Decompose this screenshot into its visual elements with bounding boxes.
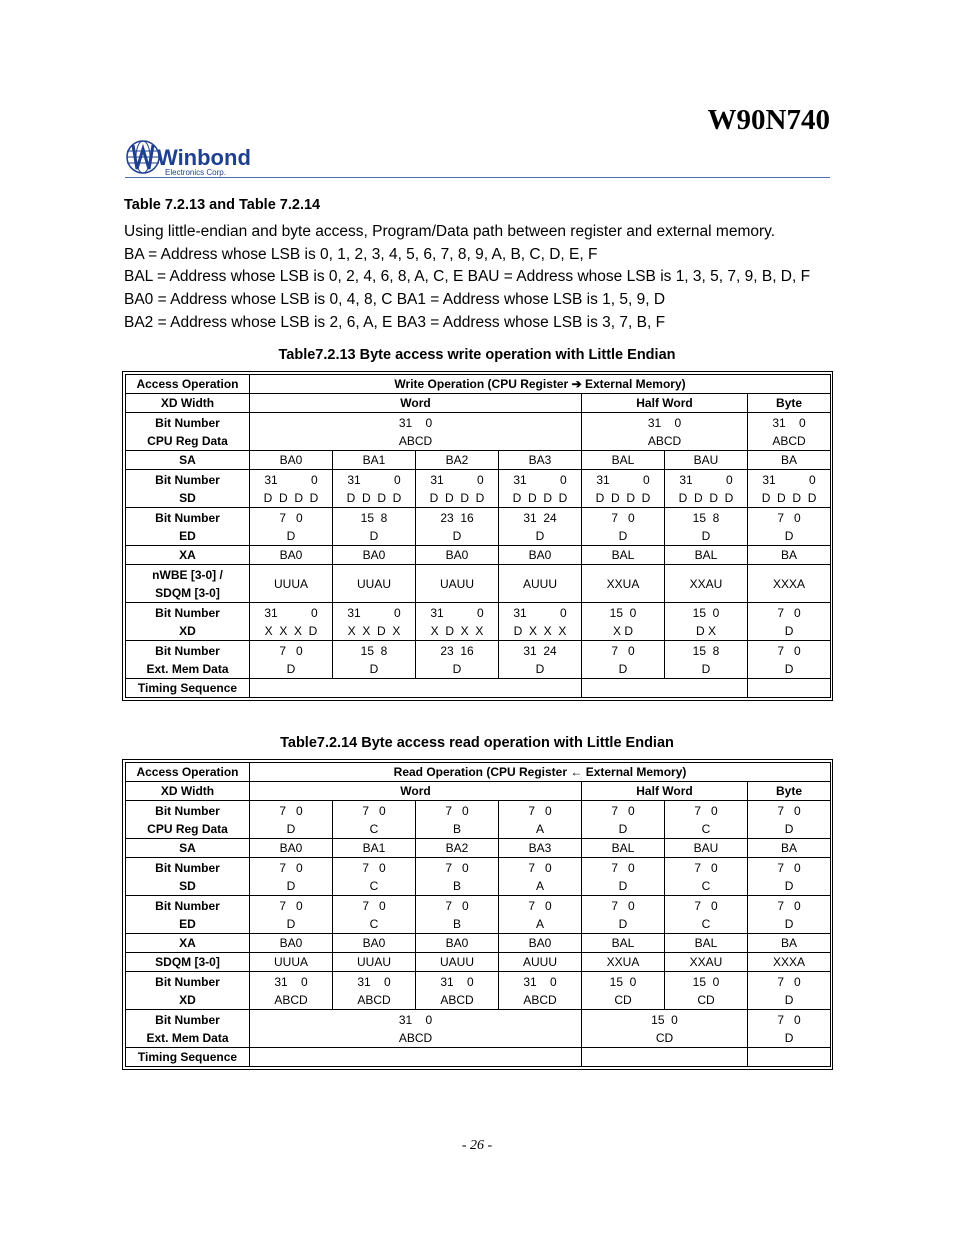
table-cell: BA xyxy=(748,839,831,858)
table-cell: 31 0 ABCD xyxy=(499,972,582,1010)
table-cell: 7 0 C xyxy=(333,896,416,934)
row-label: Bit Number XD xyxy=(126,972,250,1010)
table-cell: 31 0 X X D X xyxy=(333,603,416,641)
table-cell: 31 0 X X X D xyxy=(250,603,333,641)
table-cell: 7 0 D xyxy=(748,972,831,1010)
table-row xyxy=(126,839,831,858)
table-row xyxy=(126,896,831,934)
table-cell: XXAU xyxy=(665,953,748,972)
row-label: Bit Number Ext. Mem Data xyxy=(126,641,250,679)
row-label: Bit Number SD xyxy=(126,858,250,896)
table-cell: 7 0 A xyxy=(499,896,582,934)
table-cell: BA1 xyxy=(333,839,416,858)
row-label: Bit Number CPU Reg Data xyxy=(126,801,250,839)
access-operation-value: Write Operation (CPU Register ➔ External Memory) xyxy=(250,375,831,394)
table-cell: 7 0 D xyxy=(582,508,665,546)
half-word-header: Half Word xyxy=(582,782,748,801)
table-cell xyxy=(250,679,582,698)
table-cell: BA0 xyxy=(333,934,416,953)
table-cell: 7 0 D xyxy=(250,801,333,839)
table-7-2-14-caption: Table7.2.14 Byte access read operation with Little Endian xyxy=(280,735,674,751)
table-cell: UUAU xyxy=(333,953,416,972)
table-row xyxy=(126,763,831,782)
row-label: SDQM [3-0] xyxy=(126,953,250,972)
table-cell: 7 0 C xyxy=(665,896,748,934)
table-cell: BA0 xyxy=(250,839,333,858)
table-cell: 7 0 D xyxy=(748,896,831,934)
table-row xyxy=(126,413,831,451)
table-cell: 7 0 C xyxy=(333,801,416,839)
table-7-2-13-caption: Table7.2.13 Byte access write operation with Little Endian xyxy=(278,347,676,363)
table-cell: 7 0 B xyxy=(416,896,499,934)
table-row xyxy=(126,451,831,470)
table-cell: 7 0 C xyxy=(665,858,748,896)
table-row xyxy=(126,953,831,972)
table-row xyxy=(126,858,831,896)
table-row xyxy=(126,641,831,679)
table-cell: 15 8 D xyxy=(333,641,416,679)
table-cell: 31 0 D D D D xyxy=(333,470,416,508)
table-cell: BA xyxy=(748,934,831,953)
access-operation-label: Access Operation xyxy=(126,375,250,394)
xd-width-label: XD Width xyxy=(126,782,250,801)
table-cell: 31 0 D D D D xyxy=(250,470,333,508)
row-label: Bit Number CPU Reg Data xyxy=(126,413,250,451)
table-cell: BA0 xyxy=(499,934,582,953)
table-cell: UAUU xyxy=(416,565,499,603)
table-cell: XXXA xyxy=(748,565,831,603)
table-row xyxy=(126,603,831,641)
table-cell: BA0 xyxy=(250,451,333,470)
table-cell: 7 0 D xyxy=(250,641,333,679)
header-rule xyxy=(125,177,830,178)
table-cell: 15 8 D xyxy=(333,508,416,546)
table-cell: XXXA xyxy=(748,953,831,972)
word-header: Word xyxy=(250,394,582,413)
table-cell: BAL xyxy=(582,546,665,565)
table-cell: 7 0 D xyxy=(582,801,665,839)
table-cell: 7 0 D xyxy=(748,641,831,679)
table-cell: 31 0 D D D D xyxy=(582,470,665,508)
table-cell: BAL xyxy=(665,546,748,565)
table-cell: 7 0 D xyxy=(582,858,665,896)
table-cell: 7 0 D xyxy=(582,641,665,679)
table-cell: BA0 xyxy=(499,546,582,565)
table-cell: 7 0 D xyxy=(748,508,831,546)
row-label: Bit Number ED xyxy=(126,896,250,934)
row-label: XA xyxy=(126,546,250,565)
access-operation-value: Read Operation (CPU Register ← External Memory) xyxy=(250,763,831,782)
table-cell xyxy=(582,679,748,698)
section-heading: Table 7.2.13 and Table 7.2.14 xyxy=(124,197,321,213)
table-cell: XXUA xyxy=(582,565,665,603)
table-cell: 31 0 ABCD xyxy=(416,972,499,1010)
table-cell: BAL xyxy=(582,839,665,858)
table-cell: 7 0 C xyxy=(665,801,748,839)
row-label: Bit Number Ext. Mem Data xyxy=(126,1010,250,1048)
intro-line: Using little-endian and byte access, Program/Data path between register and external memory. xyxy=(124,223,776,240)
table-cell: 31 0 ABCD xyxy=(250,1010,582,1048)
table-7-2-14 xyxy=(122,759,833,1070)
ba2-ba3-definition: BA2 = Address whose LSB is 2, 6, A, E BA3 = Address whose LSB is 3, 7, B, F xyxy=(124,314,666,331)
row-label: Bit Number ED xyxy=(126,508,250,546)
winbond-logo xyxy=(125,139,255,179)
table-cell: BA0 xyxy=(416,934,499,953)
table-row xyxy=(126,782,831,801)
byte-header: Byte xyxy=(748,782,831,801)
row-label: SA xyxy=(126,451,250,470)
svg-text:Winbond: Winbond xyxy=(157,145,251,170)
table-cell: XXUA xyxy=(582,953,665,972)
table-cell xyxy=(748,679,831,698)
table-cell: BAU xyxy=(665,839,748,858)
row-label: Bit Number XD xyxy=(126,603,250,641)
table-cell: 31 0 ABCD xyxy=(748,413,831,451)
table-cell: 31 0 D D D D xyxy=(499,470,582,508)
table-cell: 7 0 D xyxy=(748,603,831,641)
table-cell: UAUU xyxy=(416,953,499,972)
table-cell: BA2 xyxy=(416,839,499,858)
table-row xyxy=(126,1010,831,1048)
table-cell: 15 0 CD xyxy=(582,1010,748,1048)
table-row xyxy=(126,934,831,953)
table-cell: 15 8 D xyxy=(665,641,748,679)
bal-bau-definition: BAL = Address whose LSB is 0, 2, 4, 6, 8, A, C, E BAU = Address whose LSB is 1, 3, 5, 7, 9, B, D, F xyxy=(124,268,811,285)
table-cell: UUAU xyxy=(333,565,416,603)
table-cell: 31 0 D D D D xyxy=(416,470,499,508)
table-cell: BA xyxy=(748,451,831,470)
table-cell: 7 0 D xyxy=(748,1010,831,1048)
access-operation-label: Access Operation xyxy=(126,763,250,782)
table-cell: BA0 xyxy=(333,546,416,565)
table-row xyxy=(126,375,831,394)
table-cell: BA0 xyxy=(250,546,333,565)
table-cell: 31 0 ABCD xyxy=(250,413,582,451)
byte-header: Byte xyxy=(748,394,831,413)
table-cell: BA3 xyxy=(499,451,582,470)
row-label: Timing Sequence xyxy=(126,1048,250,1067)
table-row xyxy=(126,1048,831,1067)
table-cell: 23 16 D xyxy=(416,641,499,679)
table-cell: 7 0 D xyxy=(250,858,333,896)
table-cell: BA3 xyxy=(499,839,582,858)
row-label: Timing Sequence xyxy=(126,679,250,698)
row-label: XA xyxy=(126,934,250,953)
table-cell: BA0 xyxy=(250,934,333,953)
ba0-ba1-definition: BA0 = Address whose LSB is 0, 4, 8, C BA1 = Address whose LSB is 1, 5, 9, D xyxy=(124,291,666,308)
globe-icon xyxy=(127,141,159,173)
table-row xyxy=(126,679,831,698)
table-cell: 31 24 D xyxy=(499,641,582,679)
page-number: - 26 - xyxy=(461,1138,493,1153)
table-cell: 23 16 D xyxy=(416,508,499,546)
table-row xyxy=(126,394,831,413)
table-cell: BAL xyxy=(582,934,665,953)
table-cell: XXAU xyxy=(665,565,748,603)
table-cell: 7 0 D xyxy=(582,896,665,934)
table-cell: BAL xyxy=(665,934,748,953)
row-label: SA xyxy=(126,839,250,858)
table-cell: AUUU xyxy=(499,565,582,603)
table-row xyxy=(126,972,831,1010)
table-cell: 31 0 D D D D xyxy=(748,470,831,508)
table-cell: 7 0 A xyxy=(499,858,582,896)
table-cell: 15 0 CD xyxy=(582,972,665,1010)
table-cell: 31 24 D xyxy=(499,508,582,546)
table-cell: UUUA xyxy=(250,953,333,972)
table-row xyxy=(126,508,831,546)
table-cell xyxy=(250,1048,582,1067)
table-row xyxy=(126,801,831,839)
table-cell: 31 0 ABCD xyxy=(250,972,333,1010)
table-cell: 7 0 D xyxy=(250,896,333,934)
table-cell: 31 0 ABCD xyxy=(333,972,416,1010)
document-title: W90N740 xyxy=(707,104,830,136)
table-cell: 7 0 B xyxy=(416,801,499,839)
table-cell: 7 0 C xyxy=(333,858,416,896)
xd-width-label: XD Width xyxy=(126,394,250,413)
word-header: Word xyxy=(250,782,582,801)
table-row xyxy=(126,546,831,565)
half-word-header: Half Word xyxy=(582,394,748,413)
table-cell: 15 0 D X xyxy=(665,603,748,641)
table-7-2-13 xyxy=(122,371,833,701)
table-cell xyxy=(748,1048,831,1067)
table-cell: AUUU xyxy=(499,953,582,972)
table-cell: BA xyxy=(748,546,831,565)
table-cell: 7 0 D xyxy=(250,508,333,546)
table-cell: 31 0 X D X X xyxy=(416,603,499,641)
table-cell: BAL xyxy=(582,451,665,470)
table-cell: 7 0 A xyxy=(499,801,582,839)
table-row xyxy=(126,565,831,603)
table-cell: 31 0 ABCD xyxy=(582,413,748,451)
table-cell: 7 0 B xyxy=(416,858,499,896)
svg-text:Electronics Corp.: Electronics Corp. xyxy=(165,168,226,177)
table-cell: UUUA xyxy=(250,565,333,603)
table-cell: BAU xyxy=(665,451,748,470)
table-cell: BA1 xyxy=(333,451,416,470)
table-cell: BA2 xyxy=(416,451,499,470)
table-cell: 31 0 D D D D xyxy=(665,470,748,508)
table-cell: 7 0 D xyxy=(748,801,831,839)
table-cell: 7 0 D xyxy=(748,858,831,896)
row-label: Bit Number SD xyxy=(126,470,250,508)
table-cell: 31 0 D X X X xyxy=(499,603,582,641)
table-cell: 15 0 X D xyxy=(582,603,665,641)
table-cell: 15 0 CD xyxy=(665,972,748,1010)
table-cell xyxy=(582,1048,748,1067)
table-row xyxy=(126,470,831,508)
ba-definition: BA = Address whose LSB is 0, 1, 2, 3, 4, 5, 6, 7, 8, 9, A, B, C, D, E, F xyxy=(124,246,598,263)
table-cell: BA0 xyxy=(416,546,499,565)
table-cell: 15 8 D xyxy=(665,508,748,546)
row-label: nWBE [3-0] / SDQM [3-0] xyxy=(126,565,250,603)
